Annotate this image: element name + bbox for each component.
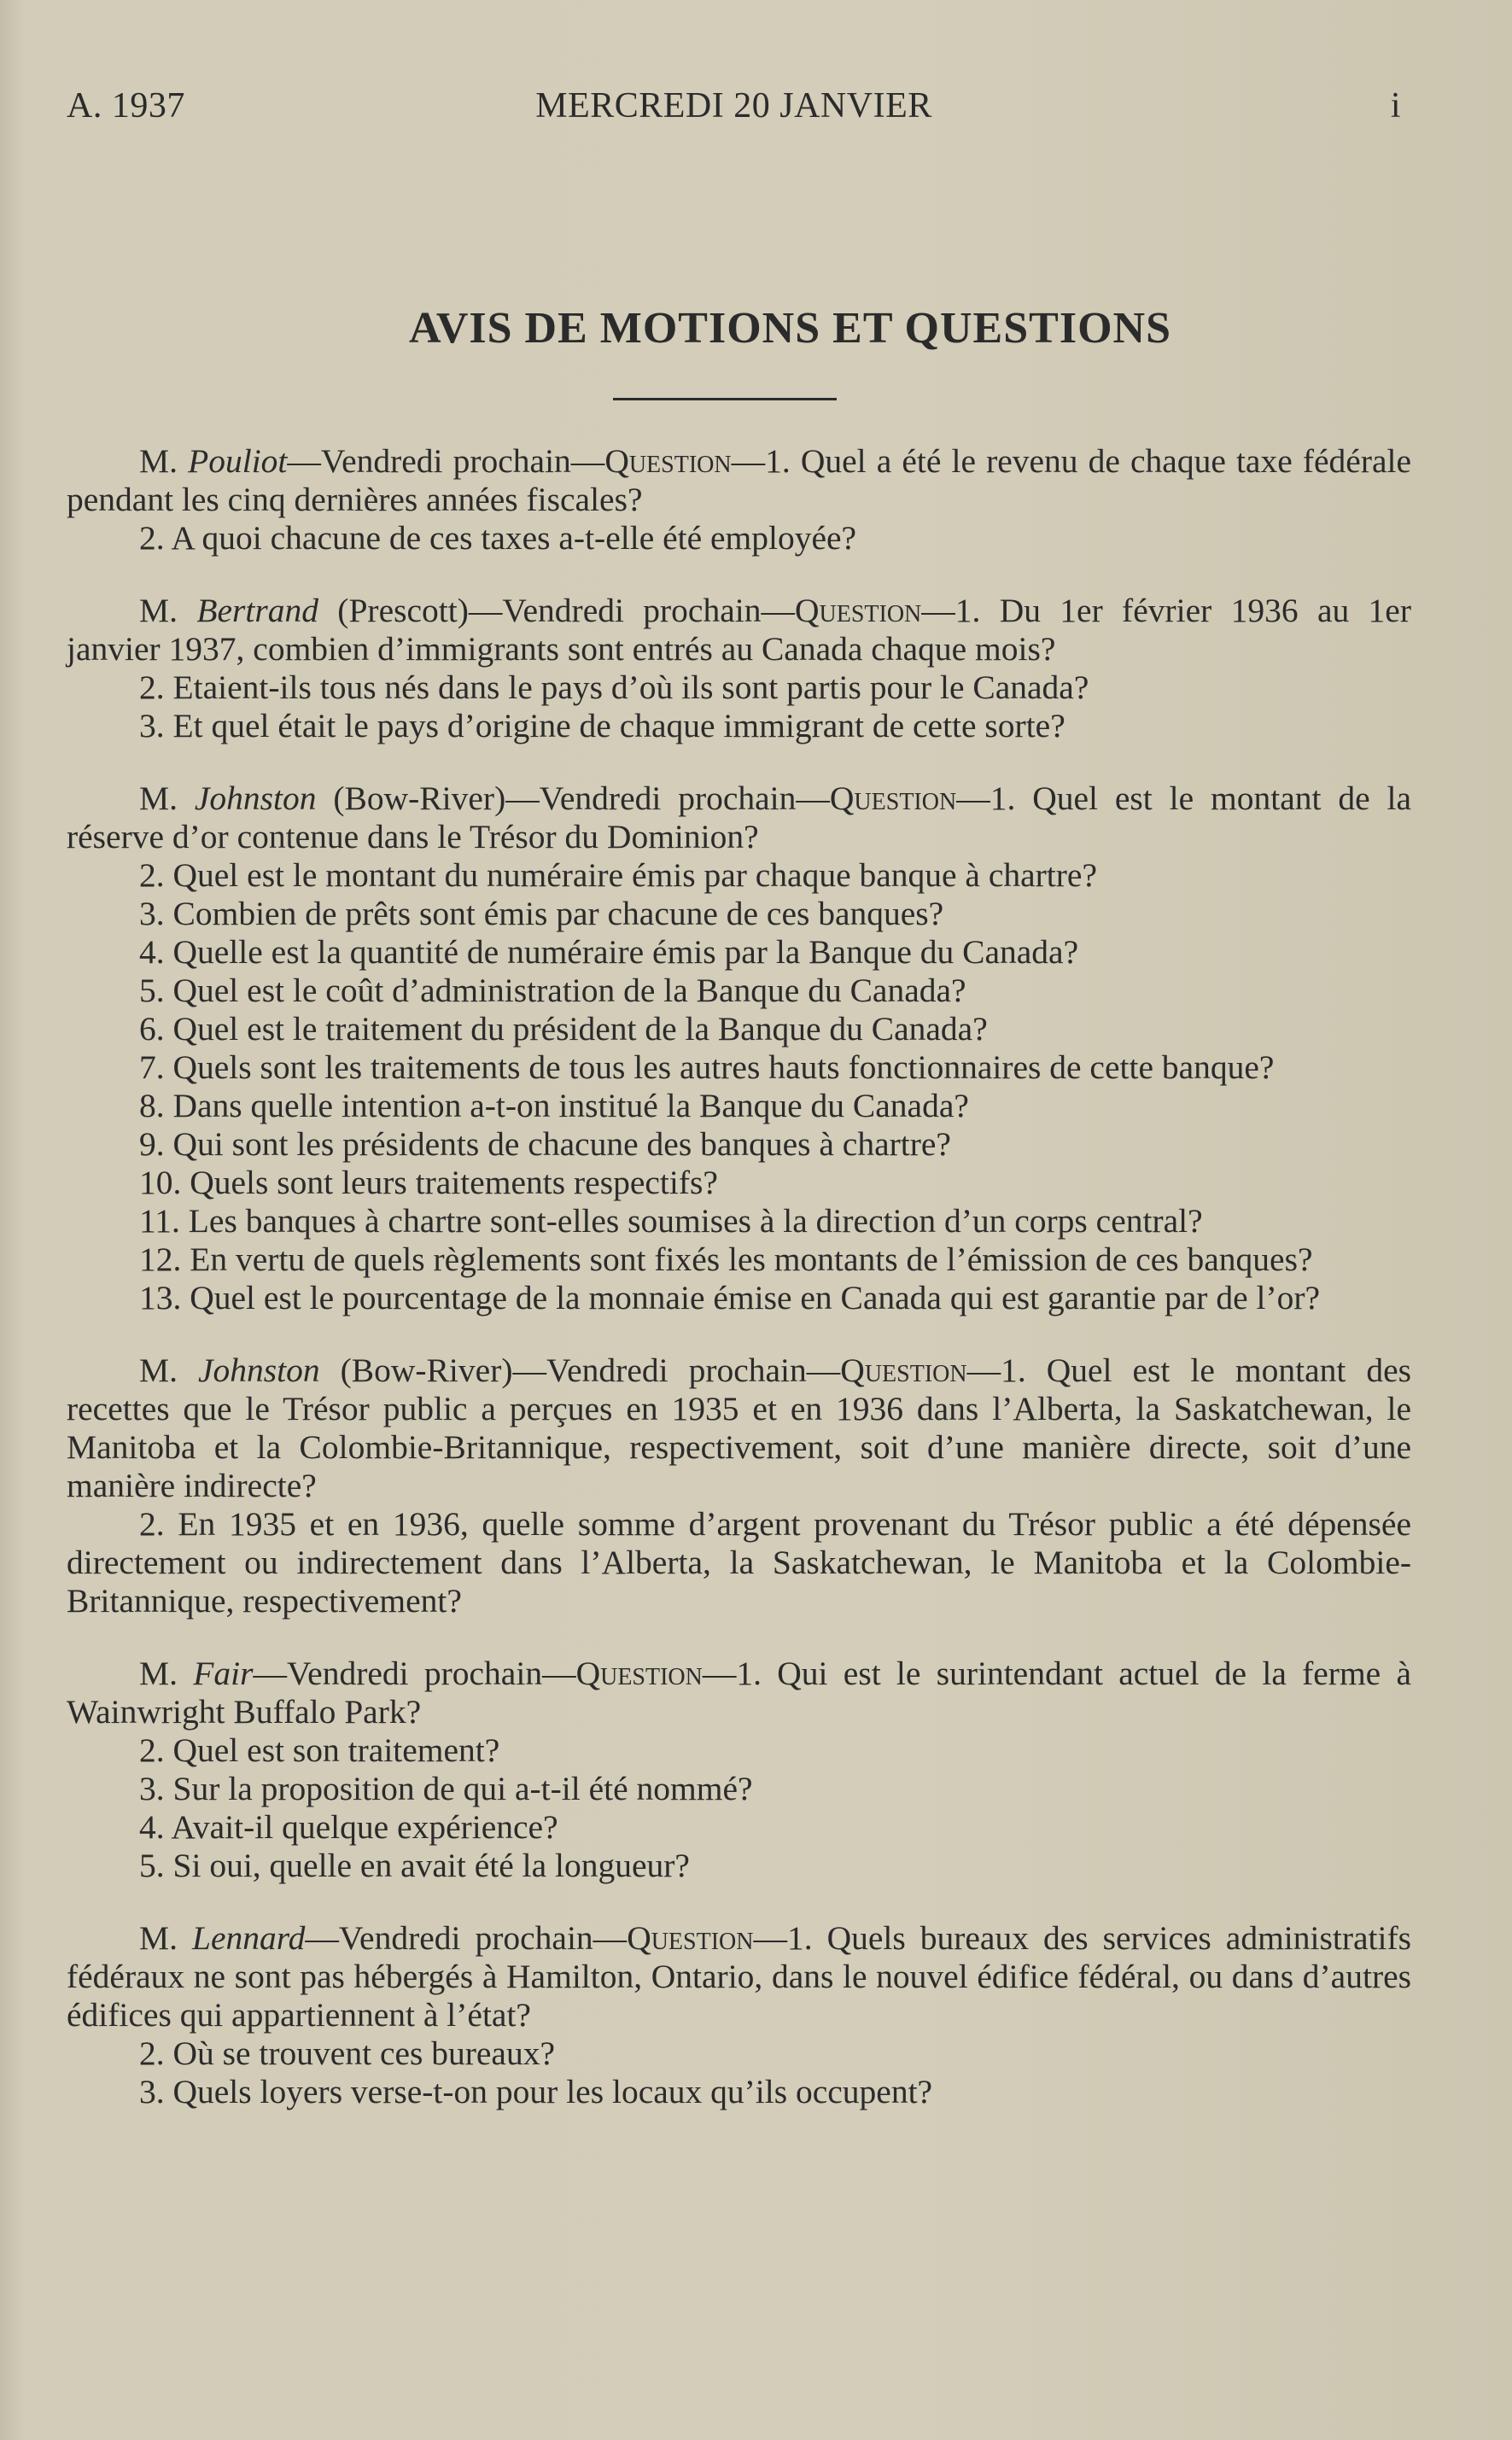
notice-intro: [67, 1351, 1411, 1505]
notice-timing: —Vendredi prochain—: [512, 1351, 841, 1389]
question-label: Question: [840, 1351, 967, 1389]
notice-entry: [67, 1351, 1411, 1620]
member-name: Fair: [193, 1655, 254, 1692]
question-item: 5. Quel est le coût d’administration de la Banque du Canada?: [139, 972, 966, 1009]
notice-timing: —Vendredi prochain—: [253, 1655, 576, 1692]
member-name: Johnston: [198, 1351, 320, 1389]
question-item: 11. Les banques à chartre sont-elles soumises à la direction d’un corps central?: [139, 1202, 1203, 1240]
member-riding: (Bow-River): [319, 1351, 513, 1389]
member-prefix: M.: [139, 592, 178, 629]
question-item: 6. Quel est le traitement du président de la Banque du Canada?: [139, 1010, 988, 1048]
member-prefix: M.: [139, 1919, 178, 1957]
member-riding: (Prescott): [318, 592, 469, 629]
question-item: 10. Quels sont leurs traitements respectifs?: [139, 1164, 718, 1201]
question-item: 5. Si oui, quelle en avait été la longueur?: [139, 1847, 690, 1884]
question-label: Question: [575, 1655, 703, 1692]
member-prefix: M.: [139, 442, 178, 480]
question-item: 3. Quels loyers verse-t-on pour les locaux qu’ils occupent?: [139, 2073, 933, 2110]
question-item: 3. Et quel était le pays d’origine de chaque immigrant de cette sorte?: [139, 707, 1065, 744]
question-item: 2. En 1935 et en 1936, quelle somme d’argent provenant du Trésor public a été dépensée directement ou indirectement dans l’Alberta, la Saskatchewan, le Manitoba et la Colombie-Britannique, respectivement?: [67, 1505, 1411, 1620]
question-item: 4. Avait-il quelque expérience?: [139, 1808, 558, 1846]
question-item: 2. Etaient-ils tous nés dans le pays d’où ils sont partis pour le Canada?: [139, 668, 1089, 706]
question-text: —1. Quel est le montant des recettes que le Trésor public a perçues en 1935 et en 1936 dans l’Alberta, la Saskatchewan, le Manitoba et la Colombie-Britannique, respectivement, soit d’une manière directe, soit d’une manière indirecte?: [67, 1351, 1412, 1504]
question-item: 4. Quelle est la quantité de numéraire émis par la Banque du Canada?: [139, 933, 1079, 971]
notice-intro: [67, 442, 1411, 519]
header-session-year: A. 1937: [67, 86, 185, 126]
question-label: Question: [829, 779, 957, 817]
question-text: —1. Du 1er février 1936 au 1er janvier 1937, combien d’immigrants sont entrés au Canada chaque mois?: [67, 592, 1411, 668]
question-item: 2. A quoi chacune de ces taxes a-t-elle été employée?: [139, 519, 857, 557]
notice-entry: [67, 779, 1411, 1317]
question-text: —1. Quel est le montant de la réserve d’or contenue dans le Trésor du Dominion?: [67, 779, 1411, 855]
question-item: 3. Combien de prêts sont émis par chacune de ces banques?: [139, 895, 944, 932]
question-label: Question: [604, 442, 732, 480]
member-prefix: M.: [139, 1655, 178, 1692]
notice-timing: —Vendredi prochain—: [505, 779, 830, 817]
question-item: 12. En vertu de quels règlements sont fixés les montants de l’émission de ces banques?: [139, 1240, 1313, 1278]
question-text: —1. Qui est le surintendant actuel de la ferme à Wainwright Buffalo Park?: [67, 1655, 1412, 1731]
question-item: 8. Dans quelle intention a-t-on institué la Banque du Canada?: [139, 1087, 969, 1124]
question-text: —1. Quels bureaux des services administratifs fédéraux ne sont pas hébergés à Hamilton, Ontario, dans le nouvel édifice fédéral, ou dans d’autres édifices qui appartiennent à l’état?: [67, 1919, 1411, 2034]
notice-entry: [67, 1919, 1411, 2111]
notice-intro: [67, 1919, 1411, 2034]
question-text: —1. Quel a été le revenu de chaque taxe fédérale pendant les cinq dernières années fiscales?: [67, 442, 1412, 518]
notice-entry: [67, 442, 1411, 557]
notice-timing: —Vendredi prochain—: [287, 442, 605, 480]
question-item: 2. Où se trouvent ces bureaux?: [139, 2034, 555, 2072]
member-riding: (Bow-River): [316, 779, 506, 817]
question-item: 3. Sur la proposition de qui a-t-il été nommé?: [139, 1770, 753, 1807]
question-item: 2. Quel est son traitement?: [139, 1731, 500, 1769]
notice-intro: [67, 779, 1411, 856]
question-item: 9. Qui sont les présidents de chacune des banques à chartre?: [139, 1125, 951, 1163]
question-item: 7. Quels sont les traitements de tous les autres hauts fonctionnaires de cette banque?: [139, 1048, 1275, 1086]
notice-intro: [67, 592, 1411, 668]
notice-timing: —Vendredi prochain—: [468, 592, 795, 629]
header-page-number: i: [1390, 86, 1401, 126]
notice-entry: [67, 1655, 1411, 1885]
header-date: MERCREDI 20 JANVIER: [535, 86, 932, 126]
member-name: Pouliot: [188, 442, 288, 480]
notice-entry: [67, 592, 1411, 745]
notice-intro: [67, 1655, 1411, 1731]
member-prefix: M.: [139, 779, 178, 817]
page-title: AVIS DE MOTIONS ET QUESTIONS: [408, 304, 1172, 353]
notice-timing: —Vendredi prochain—: [305, 1919, 628, 1957]
notices-body: [67, 442, 1411, 2145]
member-name: Lennard: [192, 1919, 306, 1957]
question-label: Question: [627, 1919, 754, 1957]
question-label: Question: [794, 592, 922, 629]
member-name: Johnston: [194, 779, 317, 817]
member-prefix: M.: [139, 1351, 178, 1389]
page-header: [67, 85, 1401, 137]
title-divider: [613, 398, 837, 400]
question-item: 2. Quel est le montant du numéraire émis par chaque banque à chartre?: [139, 856, 1097, 894]
question-item: 13. Quel est le pourcentage de la monnaie émise en Canada qui est garantie par de l’or?: [139, 1279, 1321, 1316]
member-name: Bertrand: [196, 592, 318, 629]
